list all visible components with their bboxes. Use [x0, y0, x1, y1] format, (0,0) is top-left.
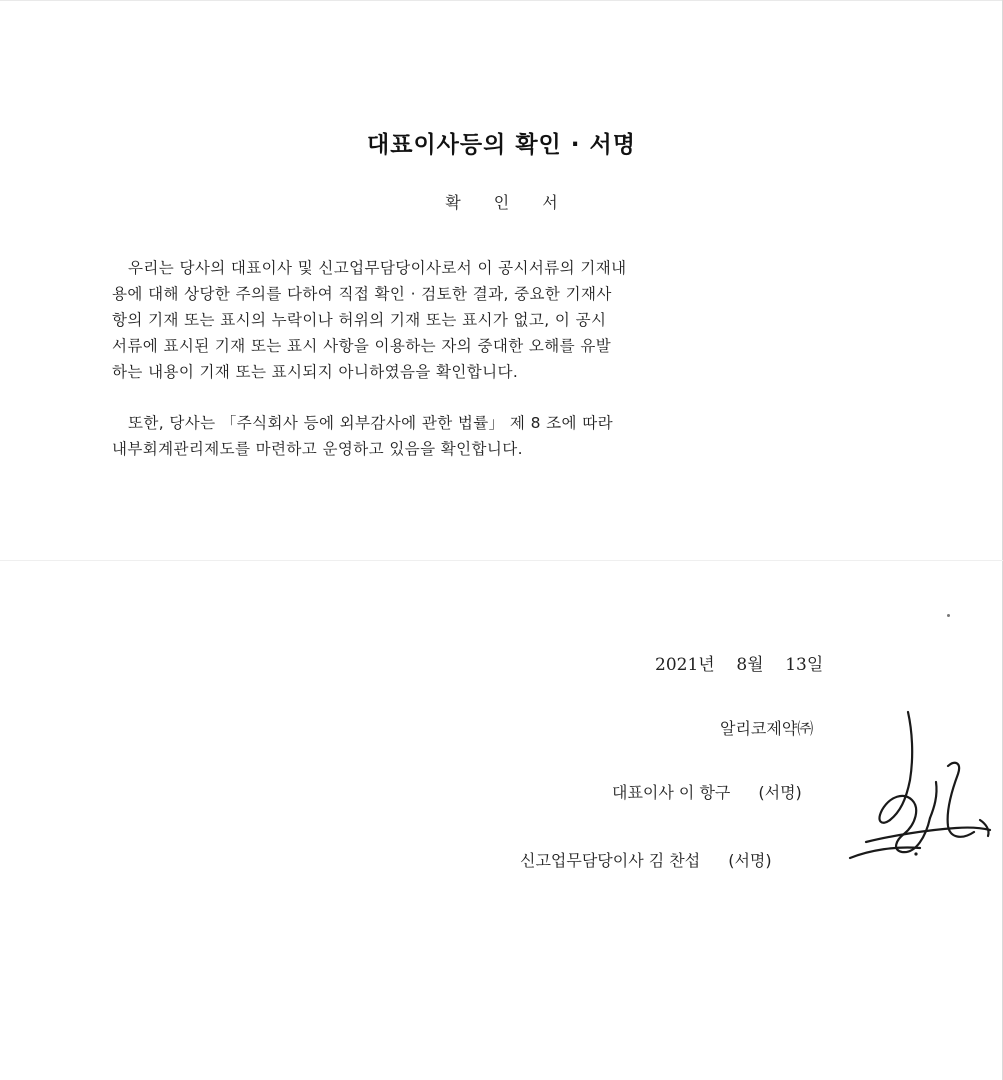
- ceo-name: 대표이사 이 항구: [612, 783, 731, 802]
- scan-artifact-line: [0, 560, 1003, 561]
- date-month: 8월: [736, 655, 764, 675]
- scan-edge-top: [0, 0, 1003, 1]
- handwritten-signature: [830, 700, 1000, 890]
- ceo-sign-mark: (서명): [758, 783, 802, 802]
- company-name: 알리코제약㈜: [720, 719, 814, 738]
- officer-name: 신고업무담당이사 김 찬섭: [520, 851, 701, 870]
- document-date: [655, 650, 823, 675]
- paragraph-line: 우리는 당사의 대표이사 및 신고업무담당이사로서 이 공시서류의 기재내: [128, 259, 627, 277]
- date-year: 2021년: [655, 655, 715, 675]
- paragraph-line: 내부회계관리제도를 마련하고 운영하고 있음을 확인합니다.: [112, 440, 523, 458]
- paragraph-line: 용에 대해 상당한 주의를 다하여 직접 확인 · 검토한 결과, 중요한 기재사: [112, 285, 612, 303]
- internal-control-paragraph: [112, 410, 892, 462]
- scan-dust-dot: [947, 614, 950, 617]
- officer-signature-row: [520, 848, 772, 871]
- paragraph-line: 서류에 표시된 기재 또는 표시 사항을 이용하는 자의 중대한 오해를 유발: [112, 337, 612, 355]
- document-subtitle: 확 인 서: [445, 193, 572, 212]
- officer-sign-mark: (서명): [728, 851, 772, 870]
- ceo-signature-row: [612, 780, 802, 803]
- paragraph-line: 항의 기재 또는 표시의 누락이나 허위의 기재 또는 표시가 없고, 이 공시: [112, 311, 607, 329]
- document-title: 대표이사등의 확인 · 서명: [367, 132, 636, 158]
- paragraph-line: 하는 내용이 기재 또는 표시되지 아니하였음을 확인합니다.: [112, 363, 519, 381]
- paragraph-line: 또한, 당사는 「주식회사 등에 외부감사에 관한 법률」 제 8 조에 따라: [128, 414, 613, 432]
- date-day: 13일: [785, 655, 824, 675]
- confirmation-paragraph: [112, 255, 892, 385]
